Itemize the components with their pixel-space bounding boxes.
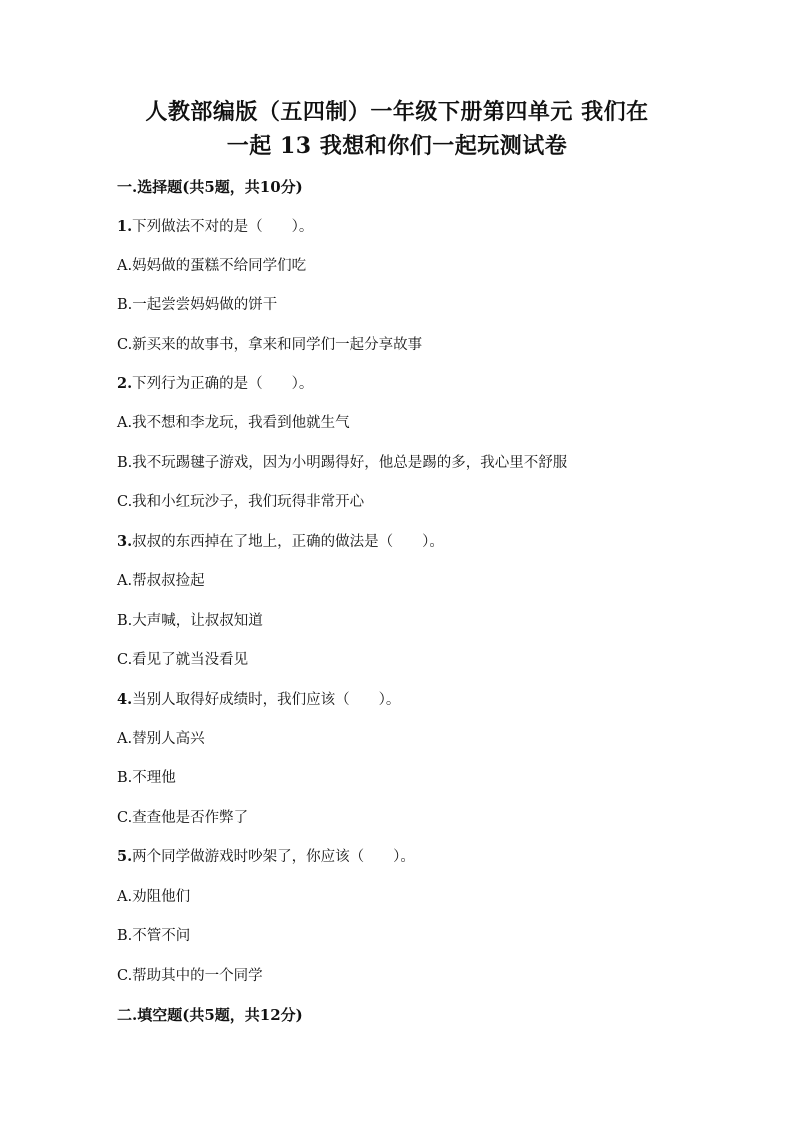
question-4: [117, 690, 400, 710]
question-number: 4.: [117, 691, 133, 708]
question-5-option-b: B.不管不问: [117, 928, 191, 944]
question-number: 2.: [117, 375, 133, 392]
question-number: 5.: [117, 848, 133, 865]
question-number: 1.: [117, 218, 133, 235]
question-text: 叔叔的东西掉在了地上，正确的做法是（ ）。: [132, 534, 444, 550]
question-text: 下列行为正确的是（ ）。: [132, 376, 314, 392]
question-number: 3.: [117, 533, 133, 550]
question-5: [117, 847, 415, 867]
section-heading-choice: 一.选择题(共5题，共10分): [117, 178, 303, 196]
question-3: [117, 532, 444, 552]
section-heading-fill-in: 二.填空题(共5题，共12分): [117, 1006, 303, 1024]
question-1: [117, 217, 313, 237]
page-title-line-2: 一起 13 我想和你们一起玩测试卷: [226, 133, 568, 159]
question-5-option-a: A.劝阻他们: [117, 889, 191, 905]
question-text: 两个同学做游戏时吵架了，你应该（ ）。: [132, 849, 415, 865]
question-text: 当别人取得好成绩时，我们应该（ ）。: [132, 692, 401, 708]
question-2-option-b: B.我不玩踢毽子游戏，因为小明踢得好，他总是踢的多，我心里不舒服: [117, 455, 568, 471]
question-2-option-c: C.我和小红玩沙子，我们玩得非常开心: [117, 494, 365, 510]
question-1-option-a: A.妈妈做的蛋糕不给同学们吃: [117, 258, 307, 274]
question-3-option-b: B.大声喊，让叔叔知道: [117, 613, 263, 629]
question-5-option-c: C.帮助其中的一个同学: [117, 968, 263, 984]
question-2-option-a: A.我不想和李龙玩，我看到他就生气: [117, 415, 350, 431]
question-text: 下列做法不对的是（ ）。: [132, 219, 314, 235]
question-4-option-c: C.查查他是否作弊了: [117, 810, 249, 826]
question-3-option-c: C.看见了就当没看见: [117, 652, 249, 668]
question-3-option-a: A.帮叔叔捡起: [117, 573, 205, 589]
question-2: [117, 374, 313, 394]
question-4-option-b: B.不理他: [117, 770, 176, 786]
question-1-option-b: B.一起尝尝妈妈做的饼干: [117, 297, 278, 313]
question-4-option-a: A.替别人高兴: [117, 731, 205, 747]
question-1-option-c: C.新买来的故事书，拿来和同学们一起分享故事: [117, 337, 423, 353]
page-title-line-1: 人教部编版（五四制）一年级下册第四单元 我们在: [145, 99, 649, 125]
